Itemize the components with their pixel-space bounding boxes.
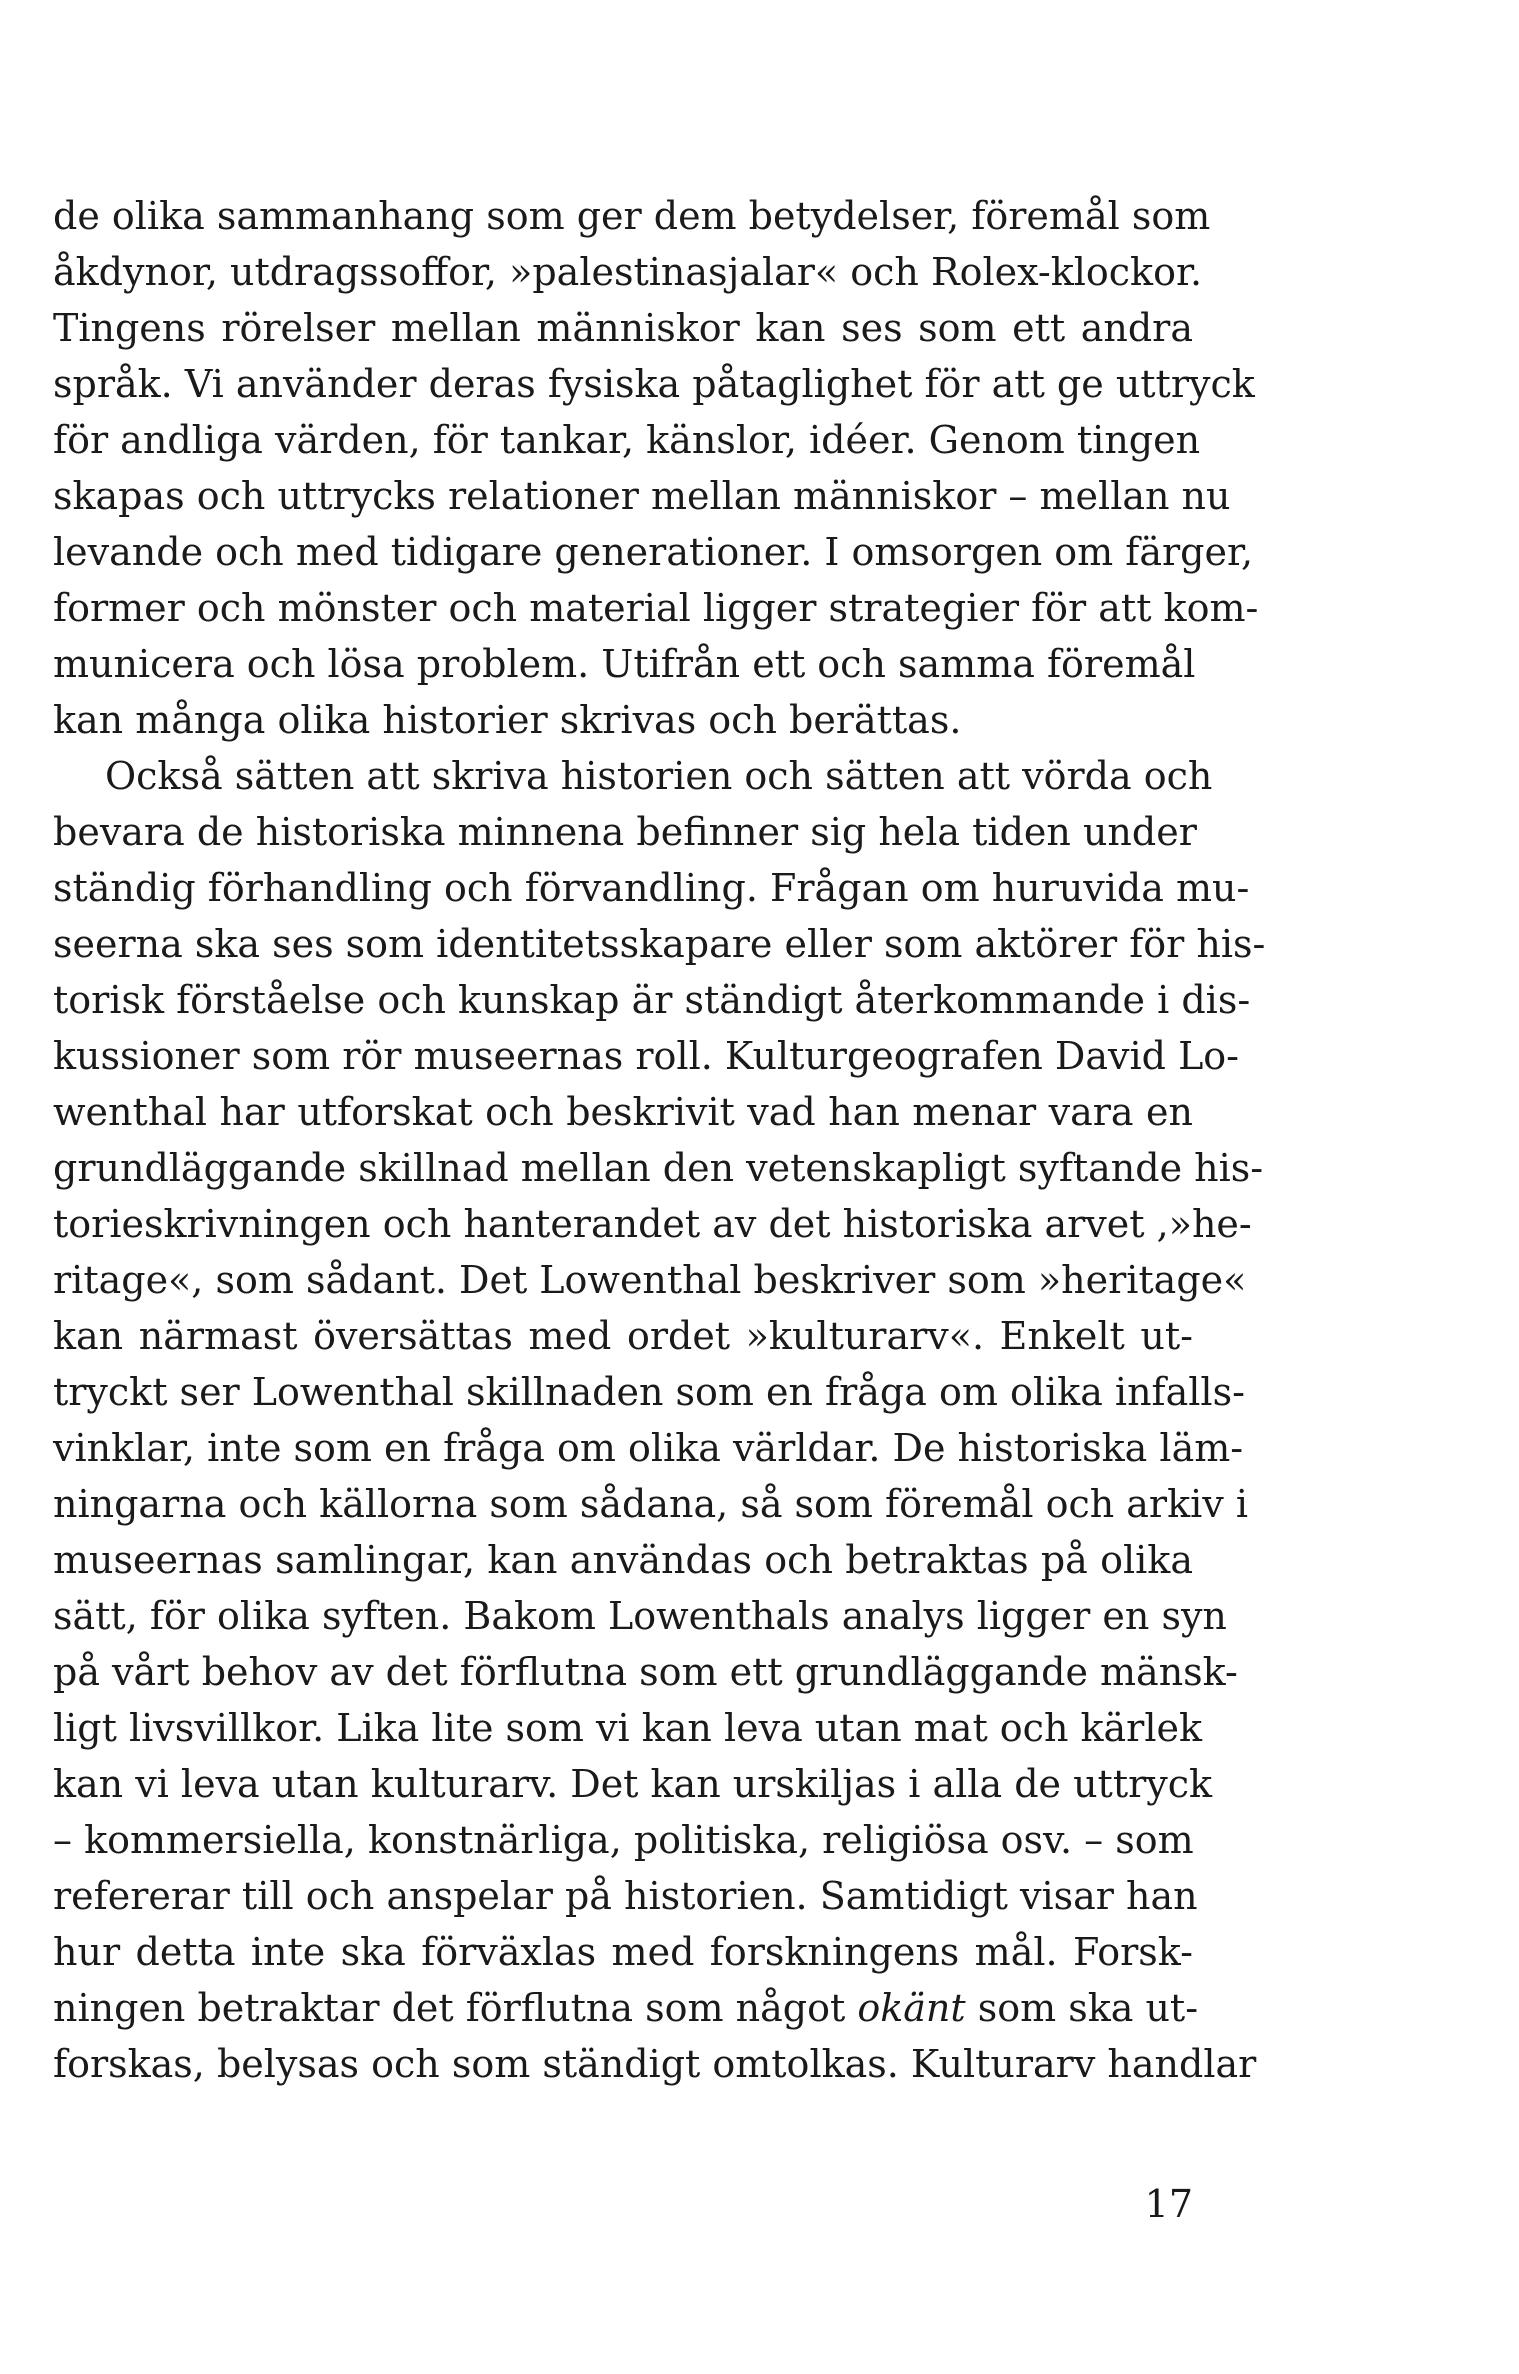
text-line: sätt, för olika syften. Bakom Lowenthals analys ligger en syn — [53, 1594, 1227, 1638]
text-line: wenthal har utforskat och beskrivit vad han menar vara en — [53, 1090, 1193, 1134]
text-line: Tingens rörelser mellan människor kan ses som ett andra — [53, 306, 1193, 350]
text-line: museernas samlingar, kan användas och betraktas på olika — [53, 1538, 1193, 1582]
text-line: kan många olika historier skrivas och berättas. — [53, 698, 962, 742]
text-line: ritage«, som sådant. Det Lowenthal beskriver som »heritage« — [53, 1258, 1247, 1302]
text-line: kan vi leva utan kulturarv. Det kan urskiljas i alla de uttryck — [53, 1762, 1213, 1806]
text-line: Också sätten att skriva historien och sätten att vörda och — [105, 754, 1213, 798]
text-line: ständig förhandling och förvandling. Frågan om huruvida mu- — [53, 866, 1250, 910]
text-line: grundläggande skillnad mellan den vetenskapligt syftande his- — [53, 1146, 1264, 1190]
text-line: skapas och uttrycks relationer mellan människor – mellan nu — [53, 474, 1231, 518]
text-line: forskas, belysas och som ständigt omtolkas. Kulturarv handlar — [53, 2042, 1257, 2086]
text-segment: ningen betraktar det förflutna som något — [53, 1986, 858, 2030]
text-line: hur detta inte ska förväxlas med forskningens mål. Forsk- — [53, 1930, 1193, 1974]
text-line: levande och med tidigare generationer. I omsorgen om färger, — [53, 530, 1254, 574]
body-text — [53, 188, 1266, 2092]
text-line: kan närmast översättas med ordet »kulturarv«. Enkelt ut- — [53, 1314, 1193, 1358]
text-line: tryckt ser Lowenthal skillnaden som en fråga om olika infalls- — [53, 1370, 1245, 1414]
text-line: municera och lösa problem. Utifrån ett och samma föremål — [53, 642, 1196, 686]
text-line: ligt livsvillkor. Lika lite som vi kan leva utan mat och kärlek — [53, 1706, 1203, 1750]
text-line-with-emphasis — [53, 1980, 1199, 2036]
text-line: former och mönster och material ligger strategier för att kom- — [53, 586, 1259, 630]
text-line: de olika sammanhang som ger dem betydelser, föremål som — [53, 194, 1211, 238]
text-segment: som ska ut- — [965, 1986, 1199, 2030]
text-line: bevara de historiska minnena befinner sig hela tiden under — [53, 810, 1197, 854]
text-line: refererar till och anspelar på historien. Samtidigt visar han — [53, 1874, 1198, 1918]
emphasized-word: okänt — [857, 1986, 966, 2030]
text-line: på vårt behov av det förflutna som ett grundläggande mänsk- — [53, 1650, 1238, 1694]
text-line: ningarna och källorna som sådana, så som föremål och arkiv i — [53, 1482, 1248, 1526]
text-line: seerna ska ses som identitetsskapare eller som aktörer för his- — [53, 922, 1266, 966]
page-number: 17 — [1144, 2182, 1193, 2226]
text-line: kussioner som rör museernas roll. Kulturgeografen David Lo- — [53, 1034, 1240, 1078]
text-line: – kommersiella, konstnärliga, politiska, religiösa osv. – som — [53, 1818, 1194, 1862]
text-line: torisk förståelse och kunskap är ständigt återkommande i dis- — [53, 978, 1251, 1022]
text-line: språk. Vi använder deras fysiska påtaglighet för att ge uttryck — [53, 362, 1255, 406]
text-line: för andliga värden, för tankar, känslor, idéer. Genom tingen — [53, 418, 1201, 462]
text-line: åkdynor, utdragssoffor, »palestinasjalar« och Rolex-klockor. — [53, 250, 1203, 294]
text-line: torieskrivningen och hanterandet av det historiska arvet ,»he- — [53, 1202, 1252, 1246]
text-line: vinklar, inte som en fråga om olika världar. De historiska läm- — [53, 1426, 1244, 1470]
